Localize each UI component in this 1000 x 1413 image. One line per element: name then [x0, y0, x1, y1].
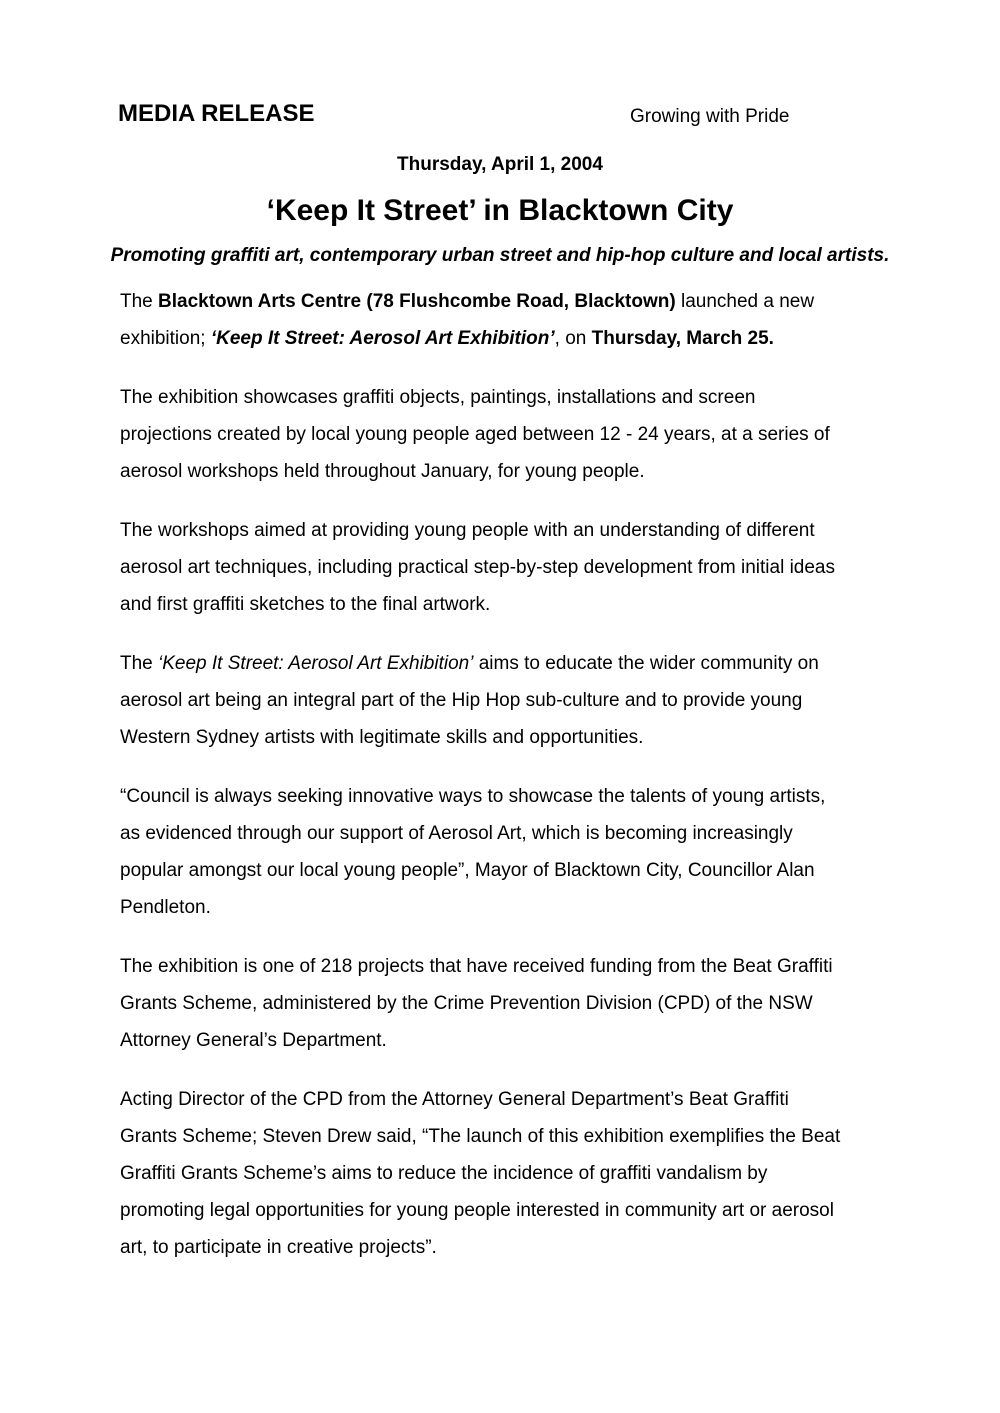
media-release-heading: MEDIA RELEASE — [118, 100, 315, 127]
text-run: Grants Scheme; Steven Drew said, “The launch of this exhibition exemplifies the Beat — [120, 1126, 841, 1147]
text-run: projections created by local young people aged between 12 - 24 years, at a series of — [120, 424, 830, 445]
text-line — [120, 852, 930, 889]
text-line — [120, 1192, 930, 1229]
text-line — [120, 453, 930, 490]
text-run: The workshops aimed at providing young people with an understanding of different — [120, 520, 815, 541]
text-line — [120, 320, 930, 357]
text-run: art, to participate in creative projects”. — [120, 1237, 437, 1258]
text-run: and first graffiti sketches to the final artwork. — [120, 594, 491, 615]
text-run: “Council is always seeking innovative ways to showcase the talents of young artists, — [120, 786, 826, 807]
text-run: The exhibition is one of 218 projects that have received funding from the Beat Graffiti — [120, 956, 833, 977]
text-run: aerosol workshops held throughout January, for young people. — [120, 461, 645, 482]
text-run: The — [120, 653, 159, 674]
text-line — [120, 948, 930, 985]
paragraph — [120, 379, 930, 490]
text-line — [120, 416, 930, 453]
text-line — [120, 682, 930, 719]
subtitle: Promoting graffiti art, contemporary urban street and hip-hop culture and local artists. — [110, 245, 890, 266]
text-line — [120, 1155, 930, 1192]
text-run: The — [120, 291, 159, 312]
text-run: promoting legal opportunities for young people interested in community art or aerosol — [120, 1200, 834, 1221]
text-line — [120, 719, 930, 756]
text-run: Acting Director of the CPD from the Attorney General Department’s Beat Graffiti — [120, 1089, 789, 1110]
text-run: ‘Keep It Street: Aerosol Art Exhibition’ — [158, 653, 474, 674]
paragraph — [120, 645, 930, 756]
text-run: , on — [554, 328, 592, 349]
text-run: launched a new — [675, 291, 815, 312]
document-body — [120, 283, 930, 1266]
text-run: Blacktown Arts Centre (78 Flushcombe Road, Blacktown) — [158, 291, 676, 312]
text-line — [120, 985, 930, 1022]
text-line — [120, 283, 930, 320]
text-run: Western Sydney artists with legitimate skills and opportunities. — [120, 727, 644, 748]
text-run: ‘Keep It Street: Aerosol Art Exhibition’ — [210, 328, 555, 349]
release-date: Thursday, April 1, 2004 — [397, 154, 603, 175]
paragraph — [120, 1081, 930, 1266]
paragraph — [120, 778, 930, 926]
text-run: aerosol art techniques, including practical step-by-step development from initial ideas — [120, 557, 835, 578]
text-run: Thursday, March 25. — [591, 328, 774, 349]
text-run: Pendleton. — [120, 897, 211, 918]
text-line — [120, 586, 930, 623]
text-run: aerosol art being an integral part of the Hip Hop sub-culture and to provide young — [120, 690, 803, 711]
text-line — [120, 645, 930, 682]
text-run: exhibition; — [120, 328, 211, 349]
text-line — [120, 1081, 930, 1118]
text-run: as evidenced through our support of Aerosol Art, which is becoming increasingly — [120, 823, 793, 844]
text-line — [120, 778, 930, 815]
page-title: ‘Keep It Street’ in Blacktown City — [266, 194, 734, 227]
text-line — [120, 1229, 930, 1266]
text-run: popular amongst our local young people”, Mayor of Blacktown City, Councillor Alan — [120, 860, 815, 881]
tagline: Growing with Pride — [630, 106, 790, 127]
paragraph — [120, 283, 930, 357]
text-line — [120, 1022, 930, 1059]
text-run: Graffiti Grants Scheme’s aims to reduce the incidence of graffiti vandalism by — [120, 1163, 768, 1184]
text-line — [120, 889, 930, 926]
text-run: The exhibition showcases graffiti objects, paintings, installations and screen — [120, 387, 756, 408]
text-run: aims to educate the wider community on — [473, 653, 819, 674]
paragraph — [120, 948, 930, 1059]
text-line — [120, 549, 930, 586]
page-header — [0, 100, 1000, 128]
text-line — [120, 815, 930, 852]
text-line — [120, 512, 930, 549]
text-run: Attorney General’s Department. — [120, 1030, 387, 1051]
text-line — [120, 1118, 930, 1155]
text-run: Grants Scheme, administered by the Crime Prevention Division (CPD) of the NSW — [120, 993, 813, 1014]
text-line — [120, 379, 930, 416]
paragraph — [120, 512, 930, 623]
